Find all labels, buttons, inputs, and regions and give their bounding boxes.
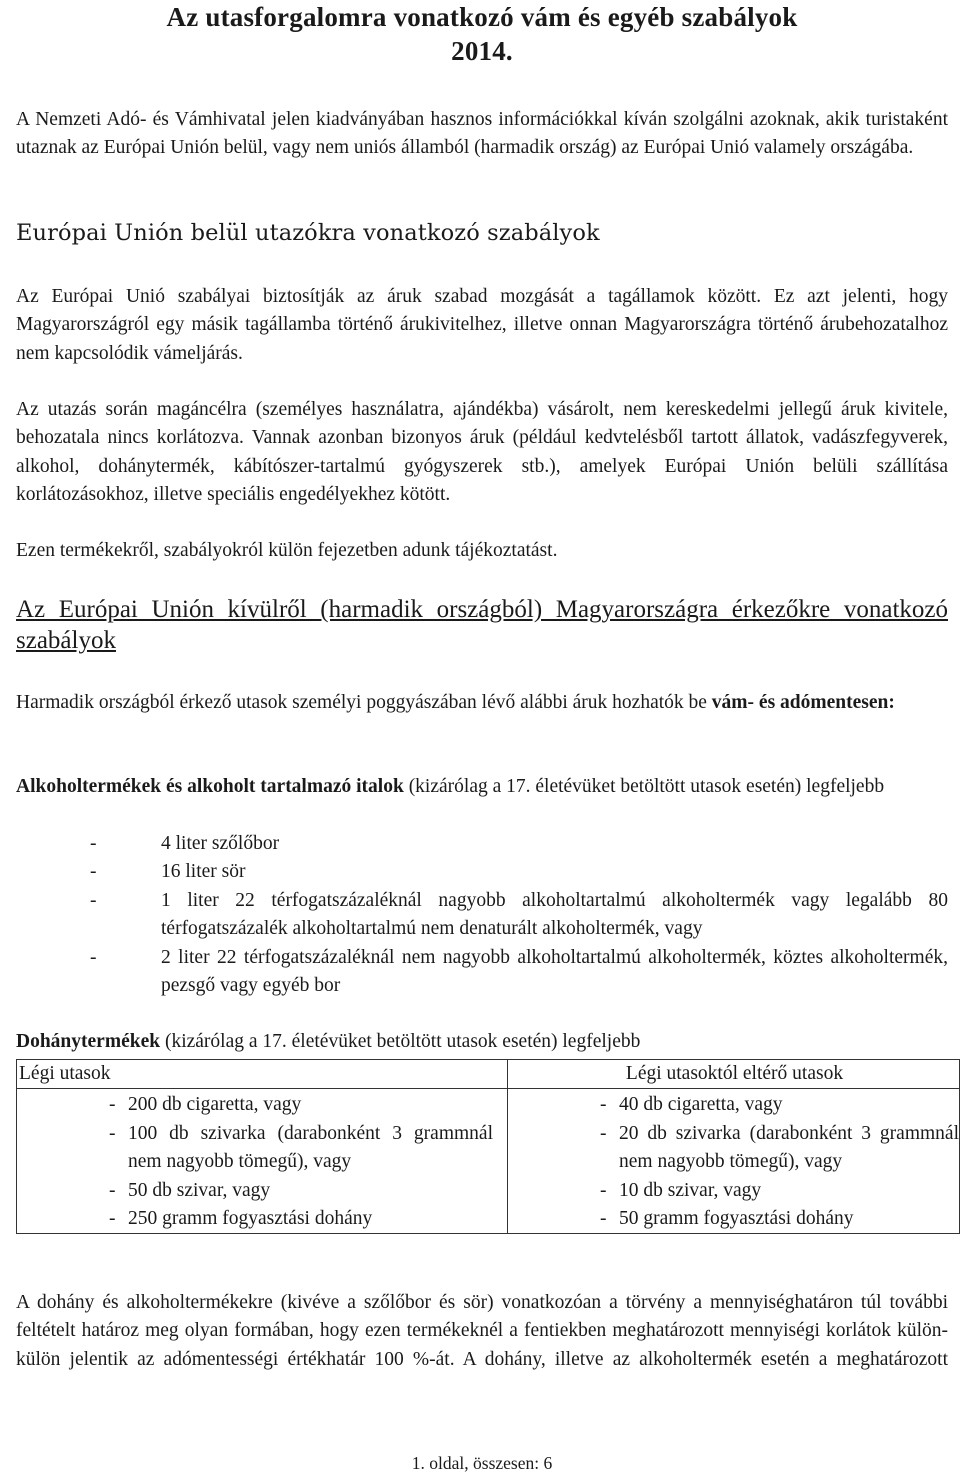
alcohol-condition: (kizárólag a 17. életévüket betöltött utasok esetén) legfeljebb [403,776,885,797]
dash-marker: - [600,1094,607,1116]
tobacco-condition: (kizárólag a 17. életévüket betöltött utasok esetén) legfeljebb [160,1031,641,1052]
list-item-text: 50 db szivar, vagy [128,1179,271,1201]
title-line-2: 2014. [451,36,513,66]
list-item-text: 250 gramm fogyasztási dohány [128,1208,373,1230]
table-cell-air [17,1089,508,1234]
dash-marker: - [600,1208,607,1230]
alcohol-paragraph [16,773,948,801]
dash-marker: - [109,1122,116,1144]
list-item-text: 10 db szivar, vagy [619,1179,762,1201]
list-item [600,1205,959,1233]
dash-marker: - [109,1208,116,1230]
tobacco-label: Dohánytermékek [16,1031,161,1052]
dash-marker: - [90,946,97,968]
table-header-row [17,1060,960,1089]
intro-paragraph: A Nemzeti Adó- és Vámhivatal jelen kiadványában hasznos információkkal kíván szolgálni azoknak, akik turistaként utaznak az Európai Unión belül, vagy nem uniós államból (harmadik ország) az Európai Unió valamely országába. [16,109,948,159]
list-item [90,830,948,858]
table-header-air: Légi utasok [17,1060,508,1089]
list-item [90,944,948,1001]
title-line-1: Az utasforgalomra vonatkozó vám és egyéb szabályok [166,2,798,32]
duty-free-intro-bold: vám- és adómentesen: [711,692,895,713]
tobacco-paragraph [16,1028,948,1056]
section-heading-eu: Európai Unión belül utazókra vonatkozó szabályok [16,220,600,246]
eu-paragraph-2: Az utazás során magáncélra (személyes használatra, ajándékba) vásárolt, nem kereskedelmi jellegű áruk kivitele, behozatala nincs korlátozva. Vannak azonban bizonyos áruk (például kedvtelésből tartott állatok, vadászfegyverek, alkohol, dohánytermék, kábítószer-tartalmú gyógyszerek stb.), amelyek Európai Unión belüli szállítása korlátozásokhoz, illetve speciális engedélyekhez kötött. [16,399,948,506]
final-paragraph: A dohány és alkoholtermékekre (kivéve a szőlőbor és sör) vonatkozóan a törvény a mennyiséghatáron túl további feltételt határoz meg olyan formában, hogy ezen termékeknél a fentiekben meghatározott mennyiségi korlátok külön-külön jelentik az adómentességi értékhatár 100 %-át. A dohány, illetve az alkoholtermék esetén a meghatározott [16,1292,948,1370]
dash-marker: - [90,861,97,883]
list-item [600,1177,959,1205]
eu-paragraph-3: Ezen termékekről, szabályokról külön fejezetben adunk tájékoztatást. [16,540,558,561]
table-row [17,1089,960,1234]
section-heading-third-country: Az Európai Unión kívülről (harmadik országból) Magyarországra érkezőkre vonatkozó szabályok [16,596,948,654]
dash-marker: - [109,1094,116,1116]
list-item-text: 4 liter szőlőbor [161,833,280,854]
duty-free-intro-text: Harmadik országból érkező utasok személyi poggyászában lévő alábbi áruk hozhatók be [16,692,712,713]
list-item-text: 16 liter sör [161,861,246,883]
list-item [109,1120,493,1177]
list-item [109,1091,493,1119]
dash-marker: - [600,1179,607,1201]
list-item [90,887,948,944]
dash-marker: - [90,889,97,911]
table-cell-other [508,1089,960,1234]
eu-paragraph-1: Az Európai Unió szabályai biztosítják az áruk szabad mozgását a tagállamok között. Ez azt jelenti, hogy Magyarországról egy másik tagállamba történő árukivitelhez, illetve onnan Magyarországra történő árubehozatalhoz nem kapcsolódik vámeljárás. [16,286,948,364]
document-page [16,0,959,1473]
list-item-text: 1 liter 22 térfogatszázaléknál nagyobb alkoholtartalmú alkoholtermék vagy legalább 80 térfogatszázalék alkoholtartalmú nem denaturált alkoholtermék, vagy [161,889,948,940]
tobacco-limits-table [16,1059,960,1234]
list-item-text: 50 gramm fogyasztási dohány [619,1208,854,1230]
list-item [109,1205,493,1233]
dash-marker: - [90,833,97,854]
list-item [600,1091,959,1119]
table-header-other: Légi utasoktól eltérő utasok [508,1060,960,1089]
document-title [16,0,948,68]
duty-free-intro [16,689,948,717]
list-item-text: 20 db szivarka (darabonként 3 grammnál nem nagyobb tömegű), vagy [619,1122,959,1173]
list-item-text: 200 db cigaretta, vagy [128,1094,302,1116]
list-item [600,1120,959,1177]
list-item-text: 2 liter 22 térfogatszázaléknál nem nagyobb alkoholtartalmú alkoholtermék, köztes alkoholtermék, pezsgő vagy egyéb bor [161,946,948,997]
alcohol-label: Alkoholtermékek és alkoholt tartalmazó italok [16,776,404,797]
dash-marker: - [600,1122,607,1144]
alcohol-list [90,830,948,1000]
list-item-text: 40 db cigaretta, vagy [619,1094,783,1116]
page-footer: 1. oldal, összesen: 6 [411,1453,553,1473]
list-item [109,1177,493,1205]
list-item [90,858,948,886]
list-item-text: 100 db szivarka (darabonként 3 grammnál nem nagyobb tömegű), vagy [128,1122,493,1173]
dash-marker: - [109,1179,116,1201]
